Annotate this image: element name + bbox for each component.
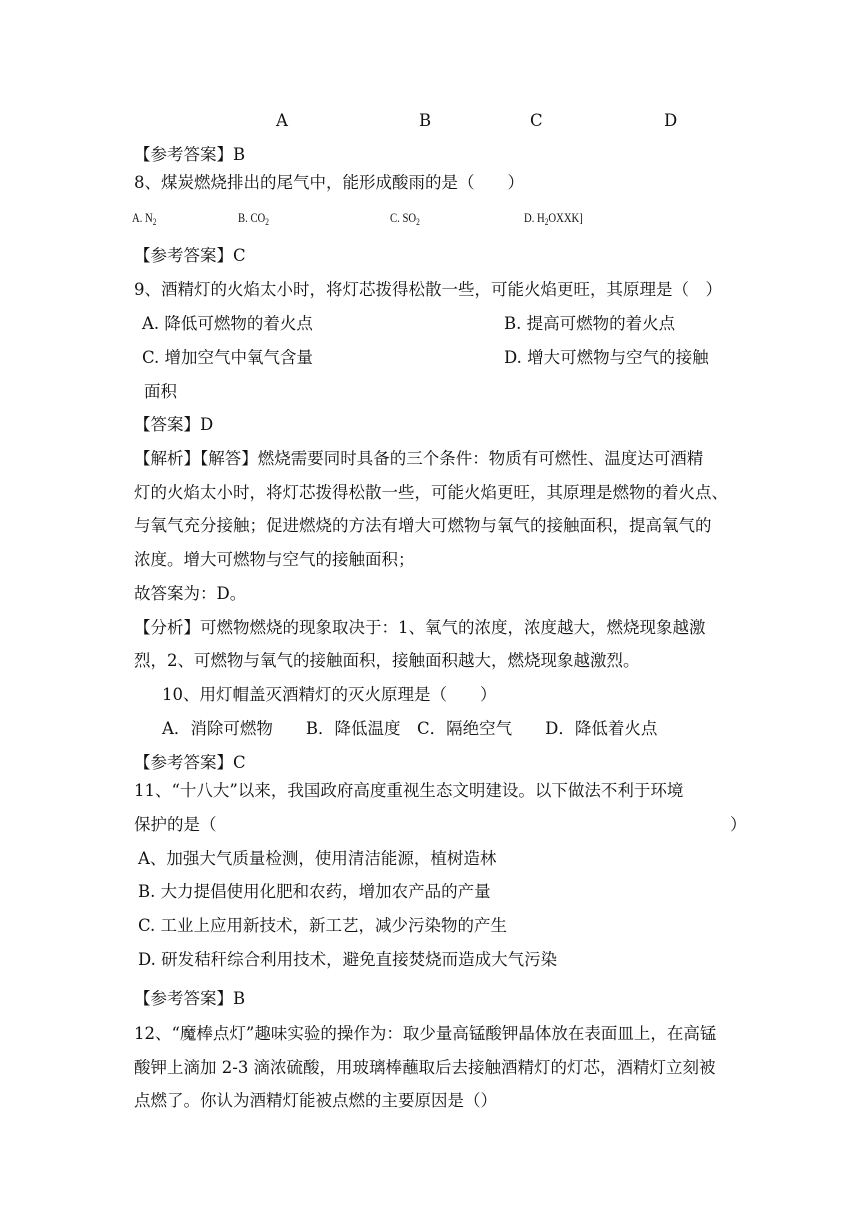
q9-fenxi-line-1: 【分析】可燃物燃烧的现象取决于：1、氧气的浓度，浓度越大，燃烧现象越激 [134,618,706,637]
q11-stem-line-1: 11、“十八大”以来，我国政府高度重视生态文明建设。以下做法不利于环境 [134,781,684,800]
q9-analysis-line-4: 浓度。增大可燃物与空气的接触面积； [134,550,415,569]
q11-answer: 【参考答案】B [134,989,246,1008]
q8-answer: 【参考答案】C [134,246,246,265]
q11-stem-bracket-close: ） [730,815,747,834]
q11-option-c: C. 工业上应用新技术，新工艺，减少污染物的产生 [138,916,508,935]
q9-analysis-line-2: 灯的火焰太小时，将灯芯拨得松散一些，可能火焰更旺，其原理是燃物的着火点、 [134,483,728,502]
q9-analysis-line-1: 【解析】【解答】燃烧需要同时具备的三个条件：物质有可燃性、温度达可酒精 [134,449,704,468]
q7-label-b: B [419,111,432,130]
q10-stem: 10、用灯帽盖灭酒精灯的灭火原理是（ ） [162,685,497,704]
q9-analysis-line-3: 与氧气充分接触；促进燃烧的方法有增大可燃物与氧气的接触面积，提高氧气的 [134,516,712,535]
q9-option-c: C. 增加空气中氧气含量 [142,348,314,367]
q10-answer: 【参考答案】C [134,753,246,772]
q12-stem-line-2: 酸钾上滴加 2-3 滴浓硫酸，用玻璃棒蘸取后去接触酒精灯的灯芯，酒精灯立刻被 [134,1058,716,1077]
q9-stem: 9、酒精灯的火焰太小时，将灯芯拨得松散一些，可能火焰更旺，其原理是（ ） [134,280,722,299]
q7-answer: 【参考答案】B [134,145,246,164]
q11-option-d: D. 研发秸秆综合利用技术，避免直接焚烧而造成大气污染 [138,950,558,969]
q7-label-d: D [664,111,678,130]
q10-options: A．消除可燃物 B．降低温度 C．隔绝空气 D．降低着火点 [162,719,658,738]
q8-option-a: A. $N_2$ [132,210,157,227]
q12-stem-line-1: 12、“魔棒点灯”趣味实验的操作为：取少量高锰酸钾晶体放在表面皿上，在高锰 [134,1024,717,1043]
q12-stem-line-3: 点燃了。你认为酒精灯能被点燃的主要原因是（） [134,1091,497,1110]
q9-answer: 【答案】D [134,415,214,434]
q9-option-d: D. 增大可燃物与空气的接触 [504,348,709,367]
q8-option-c: C. $SO_2$ [390,210,420,227]
q8-stem: 8、煤炭燃烧排出的尾气中，能形成酸雨的是（ ） [134,173,524,192]
q11-option-b: B. 大力提倡使用化肥和农药，增加农产品的产量 [138,882,491,901]
q8-option-b: B. $CO_2$ [238,210,269,227]
q11-option-a: A、加强大气质量检测，使用清洁能源，植树造林 [138,849,497,868]
q8-option-d: D. $H_2OXXK$] [524,210,583,227]
q9-option-b: B. 提高可燃物的着火点 [504,314,676,333]
q9-option-d-continued: 面积 [144,382,177,401]
q9-fenxi-line-2: 烈，2、可燃物与氧气的接触面积，接触面积越大，燃烧现象越激烈。 [134,651,640,670]
q11-stem-line-2: 保护的是（ [134,815,217,834]
q9-conclusion: 故答案为：D。 [134,584,247,603]
q9-option-a: A. 降低可燃物的着火点 [142,314,313,333]
q7-label-c: C [530,111,543,130]
q7-label-a: A [276,111,288,130]
